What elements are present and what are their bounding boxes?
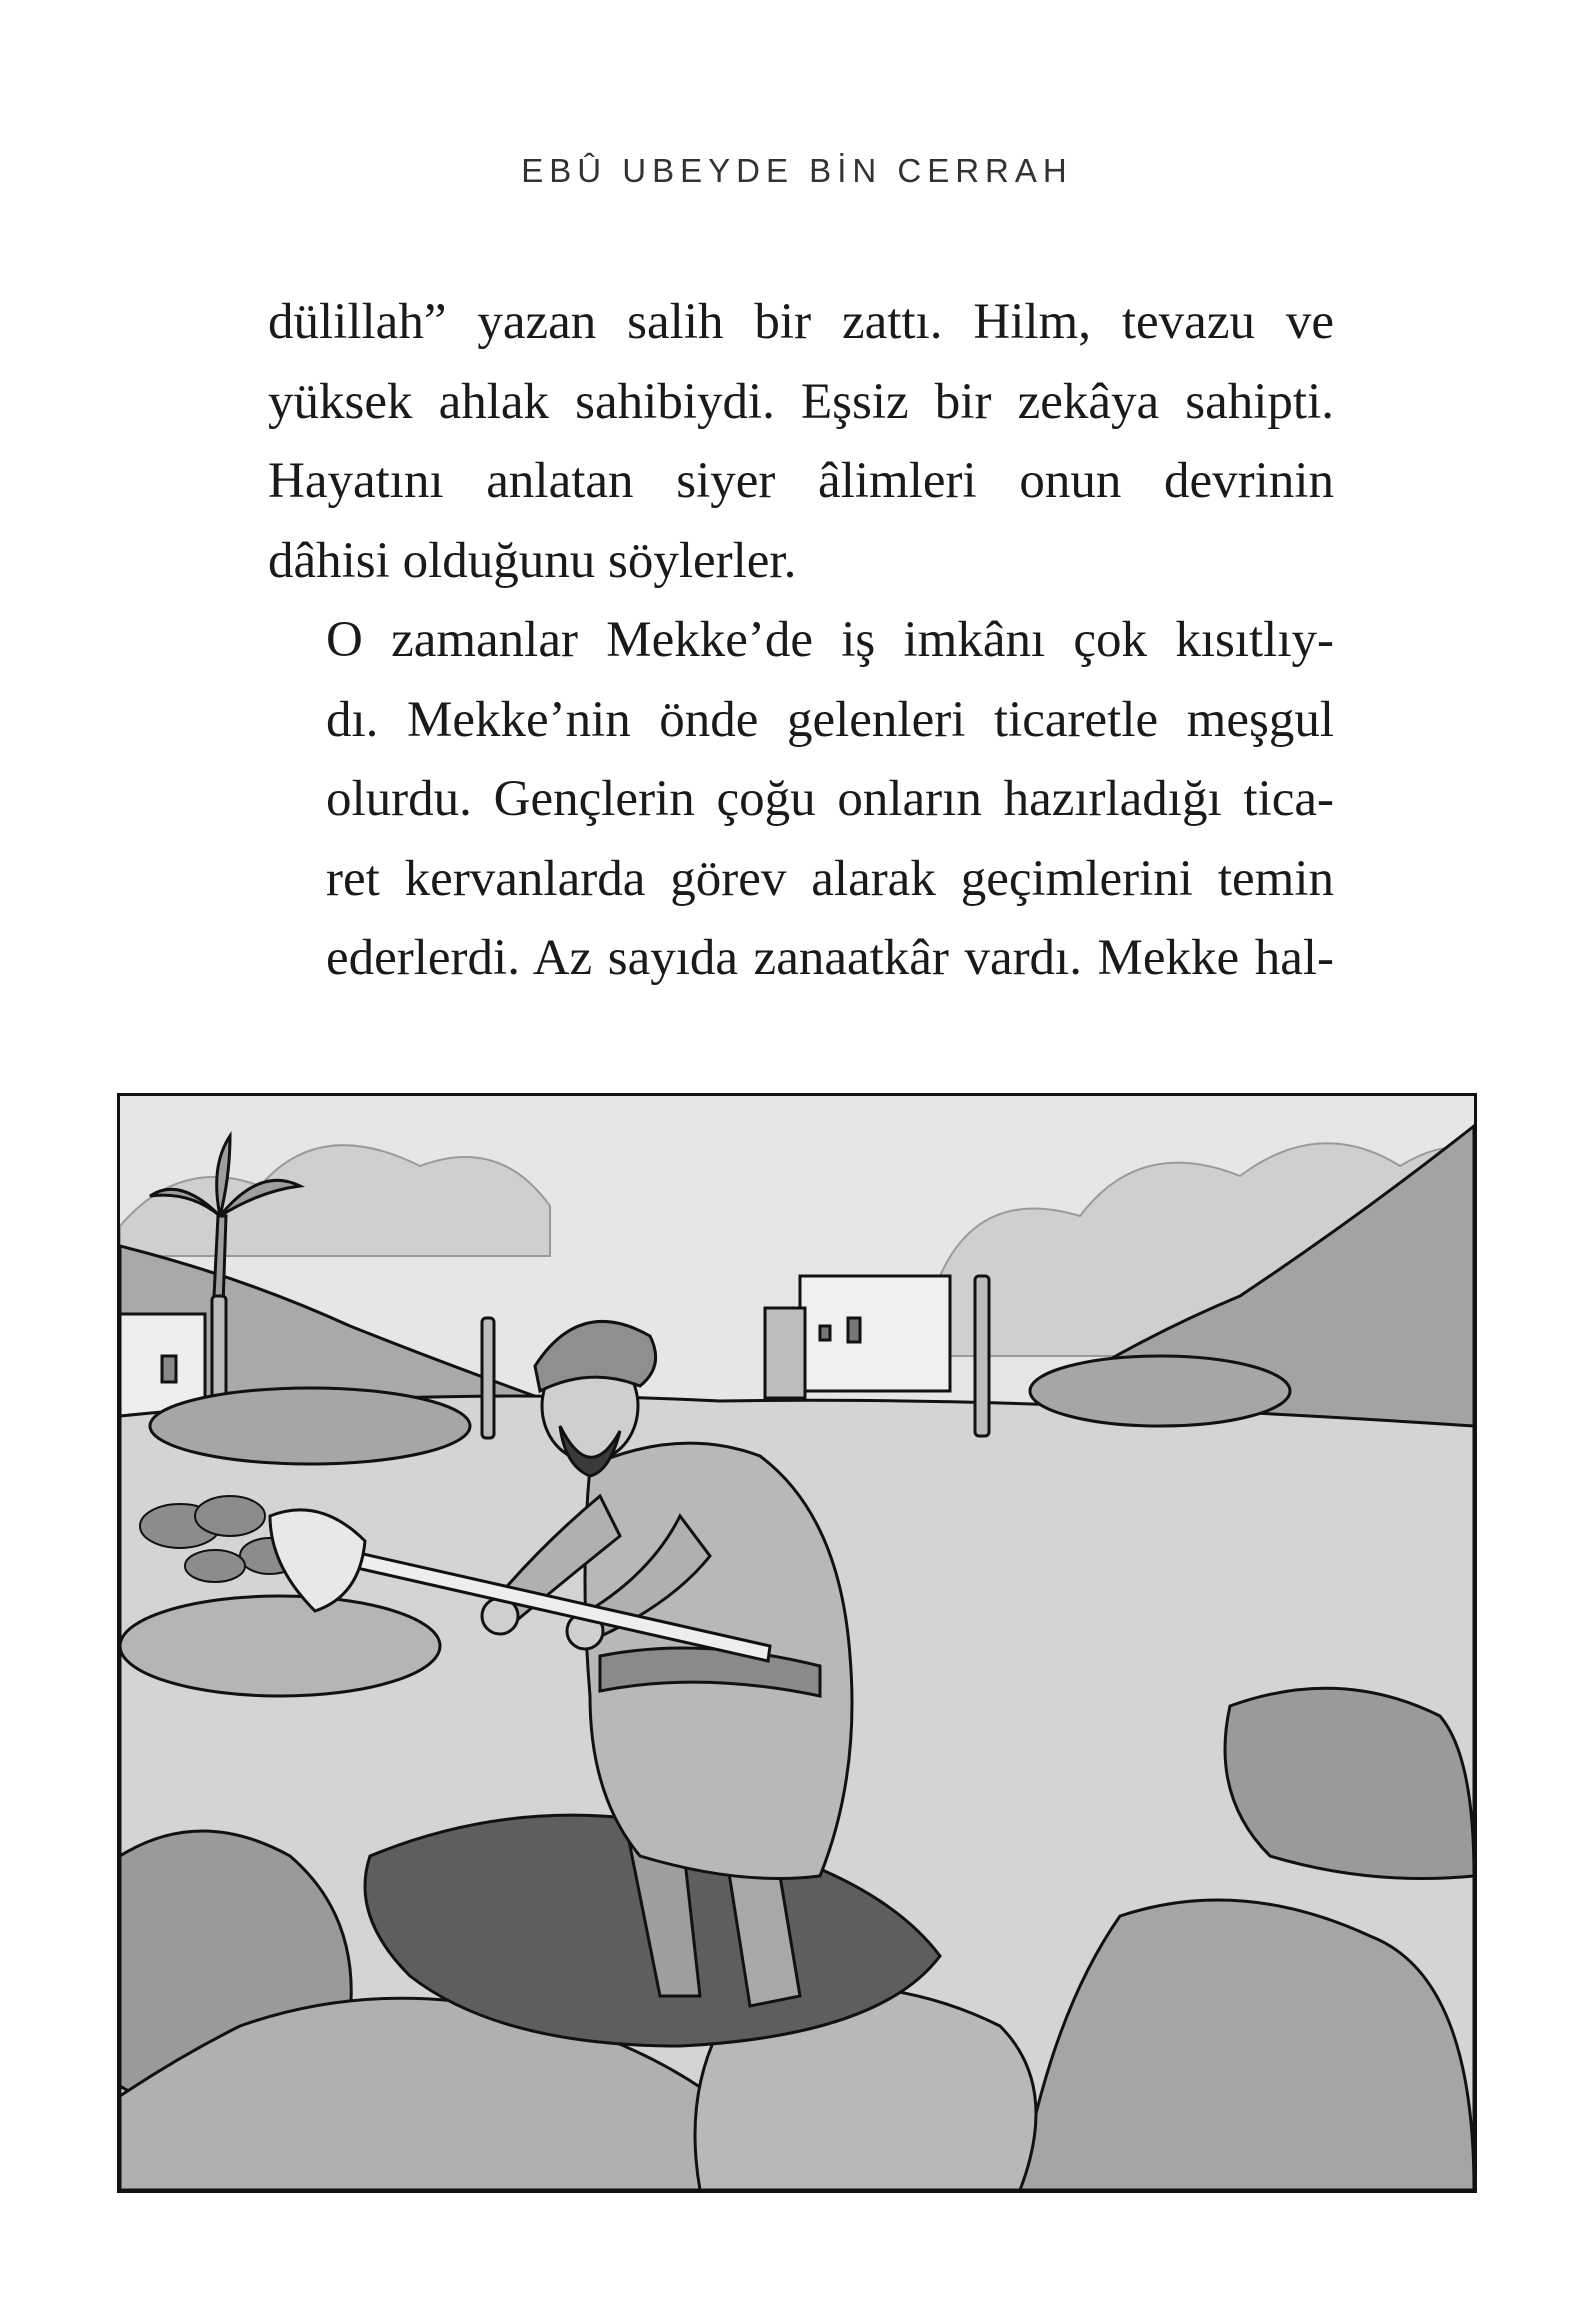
text-line: dı. Mekke’nin önde gelenleri ticaretle meşgul (326, 691, 1334, 748)
text-line: yüksek ahlak sahibiydi. Eşsiz bir zekâya sahipti. (268, 373, 1334, 430)
text-line: ret kervanlarda görev alarak geçimlerini temin (326, 850, 1334, 907)
text-line: olurdu. Gençlerin çoğu onların hazırladığı tica- (326, 771, 1334, 827)
text-line: dülillah” yazan salih bir zattı. Hilm, tevazu ve (268, 294, 1334, 350)
paragraph-2 (268, 601, 1334, 999)
text-line: Hayatını anlatan siyer âlimleri onun devrinin (268, 453, 1334, 509)
text-line: dâhisi olduğunu söylerler. (268, 532, 797, 589)
paragraph-1 (268, 283, 1334, 601)
illustration-svg (120, 1096, 1474, 2190)
text-line: O zamanlar Mekke’de iş imkânı çok kısıtlıy- (326, 612, 1334, 668)
illustration-man-digging (117, 1093, 1477, 2193)
text-line: ederlerdi. Az sayıda zanaatkâr vardı. Mekke hal- (326, 930, 1334, 986)
body-text (268, 283, 1334, 999)
running-header: EBÛ UBEYDE BİN CERRAH (521, 152, 1073, 189)
